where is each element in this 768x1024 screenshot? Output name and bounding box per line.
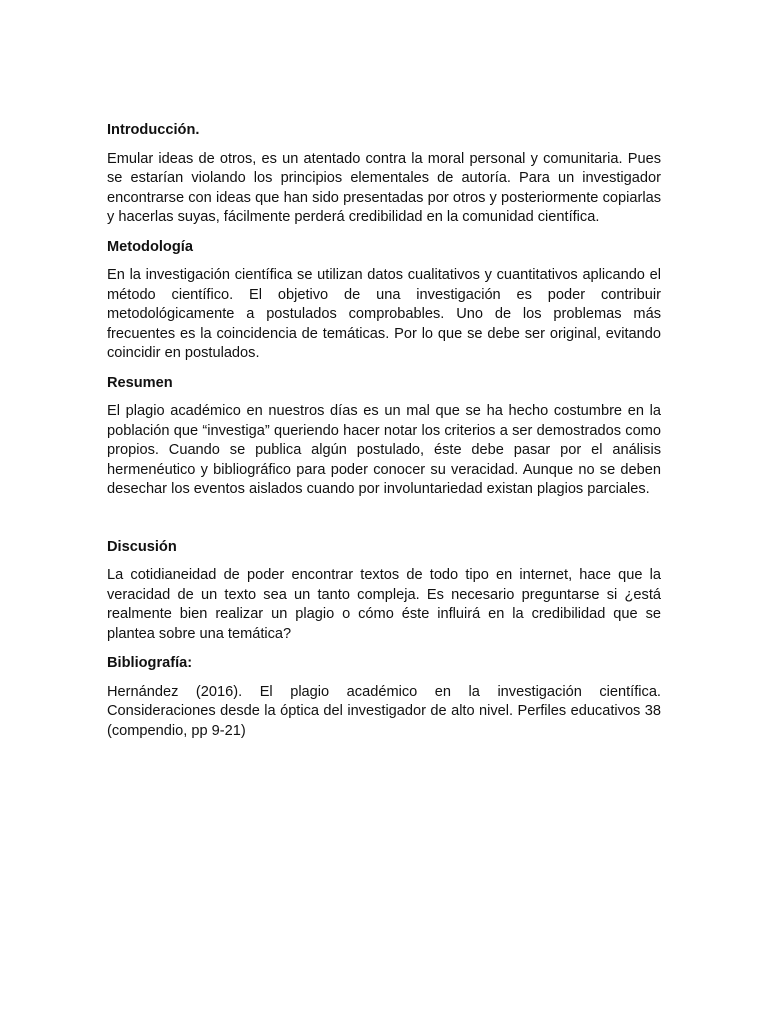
section-introduccion xyxy=(107,120,661,228)
section-resumen xyxy=(107,373,661,500)
section-heading: Introducción. xyxy=(107,122,200,138)
section-metodologia xyxy=(107,237,661,364)
section-heading: Bibliografía: xyxy=(107,655,193,671)
section-heading: Metodología xyxy=(107,238,193,255)
section-heading: Discusión xyxy=(107,538,177,555)
section-bibliografia xyxy=(107,653,661,741)
section-paragraph: En la investigación científica se utilizan datos cualitativos y cuantitativos aplicando el método científico. El objetivo de una investigación es poder contribuir metodológicamente a postulados comprobables. Uno de los problemas más frecuentes es la coincidencia de temáticas. Por lo que se debe ser original, evitando coincidir en postulados. xyxy=(107,267,661,361)
blank-line xyxy=(107,509,661,537)
section-paragraph: El plagio académico en nuestros días es un mal que se ha hecho costumbre en la población que “investiga” queriendo hacer notar los criterios a ser demostrados como propios. Cuando se publica algún postulado, éste debe pasar por el análisis hermenéutico y bibliográfico para poder conocer su veracidad. Aunque no se deben desechar los eventos aislados cuando por involuntariedad existan plagios parciales. xyxy=(107,403,661,497)
section-heading: Resumen xyxy=(107,374,173,391)
section-paragraph: La cotidianeidad de poder encontrar textos de todo tipo en internet, hace que la veracidad de un texto sea un tanto compleja. Es necesario preguntarse si ¿está realmente bien realizar un plagio o cómo éste influirá en la credibilidad que se plantea sobre una temática? xyxy=(107,567,661,642)
document-body xyxy=(107,120,661,750)
section-paragraph: Emular ideas de otros, es un atentado contra la moral personal y comunitaria. Pues se estarían violando los principios elementales de autoría. Para un investigador encontrarse con ideas que han sido presentadas por otros y posteriormente copiarlas y hacerlas suyas, fácilmente perderá credibilidad en la comunidad científica. xyxy=(107,150,661,225)
bibliography-entry: Hernández (2016). El plagio académico en la investigación científica. Consideraciones desde la óptica del investigador de alto nivel. Perfiles educativos 38 (compendio, pp 9-21) xyxy=(107,683,661,739)
section-discusion xyxy=(107,537,661,645)
